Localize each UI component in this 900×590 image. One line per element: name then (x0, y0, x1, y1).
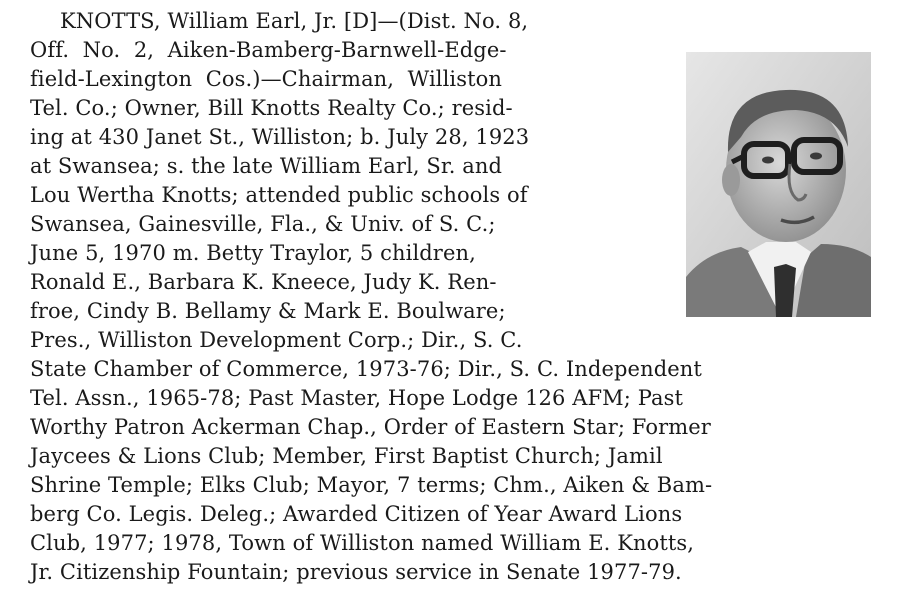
entry-line: State Chamber of Commerce, 1973-76; Dir., S. C. Independent (30, 357, 702, 381)
entry-line: at Swansea; s. the late William Earl, Sr. and (30, 154, 503, 178)
portrait-image (686, 52, 871, 317)
entry-line: Lou Wertha Knotts; attended public schools of (30, 183, 528, 207)
entry-line: Jr. Citizenship Fountain; previous service in Senate 1977-79. (30, 560, 682, 584)
entry-line: Tel. Co.; Owner, Bill Knotts Realty Co.; resid- (30, 96, 513, 120)
entry-line: froe, Cindy B. Bellamy & Mark E. Boulware; (30, 299, 506, 323)
entry-line: ing at 430 Janet St., Williston; b. July 28, 1923 (30, 125, 530, 149)
entry-line: Jaycees & Lions Club; Member, First Baptist Church; Jamil (30, 444, 663, 468)
entry-line: Pres., Williston Development Corp.; Dir., S. C. (30, 328, 523, 352)
entry-line: field-Lexington Cos.)—Chairman, Williston (30, 67, 503, 91)
entry-line: Off. No. 2, Aiken-Bamberg-Barnwell-Edge- (30, 38, 507, 62)
entry-line: Swansea, Gainesville, Fla., & Univ. of S. C.; (30, 212, 496, 236)
entry-line: Worthy Patron Ackerman Chap., Order of Eastern Star; Former (30, 415, 711, 439)
entry-line: Club, 1977; 1978, Town of Williston named William E. Knotts, (30, 531, 695, 555)
entry-line: Tel. Assn., 1965-78; Past Master, Hope Lodge 126 AFM; Past (30, 386, 684, 410)
entry-line: berg Co. Legis. Deleg.; Awarded Citizen of Year Award Lions (30, 502, 683, 526)
entry-line: June 5, 1970 m. Betty Traylor, 5 children, (30, 241, 476, 265)
portrait-photo (686, 52, 871, 317)
entry-line: KNOTTS, William Earl, Jr. [D]—(Dist. No. 8, (60, 9, 529, 33)
entry-line: Ronald E., Barbara K. Kneece, Judy K. Ren- (30, 270, 497, 294)
entry-line: Shrine Temple; Elks Club; Mayor, 7 terms; Chm., Aiken & Bam- (30, 473, 713, 497)
